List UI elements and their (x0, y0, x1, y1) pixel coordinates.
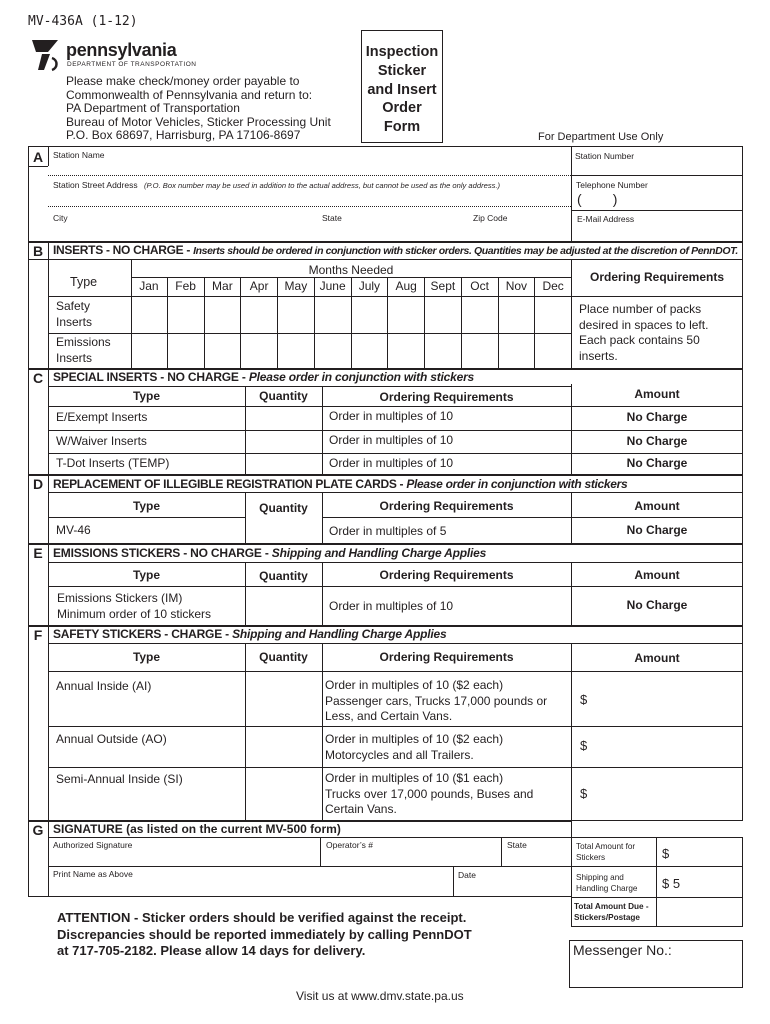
shipping-amount: $ 5 (662, 876, 681, 891)
agency-name: pennsylvania (66, 40, 177, 60)
signature-state-field[interactable]: State (507, 840, 527, 850)
month-label: Apr (249, 279, 269, 293)
quantity-input[interactable] (246, 768, 321, 820)
street-address-note: (P.O. Box number may be used in addition to the actual address, but cannot be used as the only address.) (143, 181, 501, 190)
emissions-qty-cell[interactable] (462, 333, 498, 370)
month-column (499, 277, 536, 369)
emissions-qty-cell[interactable] (388, 333, 424, 370)
emissions-qty-cell[interactable] (535, 333, 571, 370)
req-cell: Order in multiples of 10 (329, 456, 454, 470)
form-title-box (361, 30, 443, 143)
section-g-title: SIGNATURE (as listed on the current MV-500 form) (53, 822, 341, 836)
total-stickers-amount[interactable]: $ (662, 846, 670, 861)
label-line: Handling Charge (576, 884, 638, 893)
month-label: Dec (542, 279, 564, 293)
month-column (315, 277, 352, 369)
address-line: Please make check/money order payable to (66, 74, 300, 88)
state-field[interactable]: State (322, 213, 342, 223)
emissions-inserts-label (56, 335, 111, 366)
months-grid (131, 277, 571, 369)
type-cell (57, 591, 211, 622)
ordering-req-header: Ordering Requirements (379, 390, 514, 404)
month-column (425, 277, 462, 369)
safety-qty-cell[interactable] (352, 296, 388, 333)
shipping-label (576, 872, 637, 894)
month-column (278, 277, 315, 369)
req-line: desired in spaces to left. (579, 317, 709, 332)
section-note: Shipping and Handling Charge Applies (232, 627, 447, 641)
section-note: Inserts should be ordered in conjunction with sticker orders. Quantities may be adjusted at the discretion of PennDOT. (193, 245, 738, 257)
emissions-qty-cell[interactable] (278, 333, 314, 370)
street-address-label: Station Street Address (53, 180, 138, 190)
month-label: Mar (212, 279, 233, 293)
month-label: May (284, 279, 308, 293)
address-line: P.O. Box 68697, Harrisburg, PA 17106-8697 (66, 128, 301, 143)
safety-qty-cell[interactable] (425, 296, 461, 333)
type-cell: W/Waiver Inserts (56, 434, 147, 448)
total-due-label (574, 901, 649, 923)
section-note: Please order in conjunction with stickers (248, 370, 475, 384)
safety-qty-cell[interactable] (315, 296, 351, 333)
total-due-amount[interactable] (658, 899, 742, 926)
label-line: Shipping and (576, 873, 624, 882)
req-line: Trucks over 17,000 pounds, Buses and (325, 786, 534, 801)
title-line: Inspection (365, 44, 439, 60)
section-title: SPECIAL INSERTS - NO CHARGE - (53, 370, 246, 384)
safety-inserts-label (56, 299, 92, 330)
month-label: Aug (395, 279, 417, 293)
return-address (66, 75, 331, 143)
label-line: Stickers (576, 853, 606, 862)
type-cell: Annual Inside (AI) (56, 679, 152, 693)
total-stickers-label (576, 841, 635, 863)
safety-qty-cell[interactable] (388, 296, 424, 333)
month-label: Sept (430, 279, 456, 293)
safety-qty-cell[interactable] (241, 296, 277, 333)
emissions-qty-cell[interactable] (425, 333, 461, 370)
type-cell: MV-46 (56, 523, 91, 537)
type-cell: Semi-Annual Inside (SI) (56, 772, 183, 786)
amount-cell: No Charge (626, 598, 688, 612)
agency-department: DEPARTMENT OF TRANSPORTATION (67, 61, 197, 68)
address-line: Commonwealth of Pennsylvania and return to: (66, 87, 313, 102)
month-column (205, 277, 242, 369)
amount-header: Amount (634, 651, 680, 665)
month-label: Jan (139, 279, 159, 293)
quantity-header: Quantity (259, 389, 308, 403)
type-header: Type (70, 275, 98, 289)
amount-header: Amount (634, 568, 680, 582)
emissions-qty-cell[interactable] (205, 333, 241, 370)
section-letter: A (32, 149, 44, 165)
type-header: Type (132, 650, 161, 664)
safety-qty-cell[interactable] (168, 296, 204, 333)
safety-qty-cell[interactable] (131, 296, 167, 333)
req-cell: Order in multiples of 10 (329, 409, 454, 423)
safety-qty-cell[interactable] (535, 296, 571, 333)
label-line: Total Amount Due - (574, 902, 649, 911)
section-e-title (53, 546, 486, 560)
telephone-field[interactable]: Telephone Number (576, 180, 648, 190)
quantity-input[interactable] (246, 727, 321, 766)
section-c-title (53, 370, 474, 384)
operator-number-field[interactable]: Operator’s # (326, 840, 373, 850)
section-letter: B (32, 243, 44, 259)
req-line: Order in multiples of 10 ($1 each) (325, 771, 504, 785)
req-cell (325, 771, 533, 818)
type-header: Type (132, 568, 161, 582)
safety-qty-cell[interactable] (462, 296, 498, 333)
month-column (131, 277, 168, 369)
station-name-field[interactable]: Station Name (53, 150, 105, 160)
safety-qty-cell[interactable] (278, 296, 314, 333)
attention-line: at 717-705-2182. Please allow 14 days for delivery. (57, 943, 366, 958)
type-cell: E/Exempt Inserts (56, 410, 148, 424)
req-cell (325, 678, 547, 725)
city-field[interactable]: City (53, 213, 68, 223)
safety-qty-cell[interactable] (499, 296, 535, 333)
address-line: PA Department of Transportation (66, 101, 240, 116)
quantity-header: Quantity (259, 569, 308, 583)
type-header: Type (132, 389, 161, 403)
messenger-label: Messenger No.: (573, 942, 672, 958)
attention-line: ATTENTION - Sticker orders should be verified against the receipt. (57, 910, 467, 925)
req-line: inserts. (579, 348, 618, 363)
phone-area-code: ( ) (577, 191, 618, 207)
section-title: INSERTS - NO CHARGE - (53, 243, 191, 257)
address-line: Bureau of Motor Vehicles, Sticker Processing Unit (66, 114, 331, 129)
req-cell (325, 732, 503, 763)
safety-qty-cell[interactable] (205, 296, 241, 333)
title-line: Order (382, 100, 422, 117)
keystone-logo-icon (28, 38, 62, 72)
quantity-input[interactable] (246, 431, 321, 452)
quantity-header: Quantity (259, 650, 308, 664)
date-field[interactable]: Date (458, 870, 476, 880)
req-line: Passenger cars, Trucks 17,000 pounds or (325, 693, 548, 708)
req-cell: Order in multiples of 10 (329, 433, 454, 447)
req-line: Each pack contains 50 (579, 333, 700, 348)
req-line: Motorcycles and all Trailers. (325, 747, 474, 762)
quantity-input[interactable] (246, 454, 321, 474)
dept-use-label: For Department Use Only (538, 131, 664, 143)
req-cell: Order in multiples of 10 (329, 599, 454, 613)
form-id: MV-436A (1-12) (28, 14, 138, 29)
section-d-title (53, 477, 627, 491)
month-column (388, 277, 425, 369)
section-letter: G (32, 822, 44, 838)
authorized-signature-field[interactable]: Authorized Signature (53, 840, 133, 850)
month-column (352, 277, 389, 369)
month-label: June (319, 279, 346, 293)
amount-cell[interactable]: $ (580, 786, 588, 801)
months-needed-header: Months Needed (308, 263, 394, 277)
req-line: Certain Vans. (325, 802, 397, 816)
label-line: Stickers/Postage (574, 913, 640, 922)
emissions-qty-cell[interactable] (168, 333, 204, 370)
zip-field[interactable]: Zip Code (473, 213, 508, 223)
req-line: Place number of packs (579, 302, 702, 316)
email-field[interactable]: E-Mail Address (577, 214, 635, 224)
section-title: REPLACEMENT OF ILLEGIBLE REGISTRATION PLATE CARDS - (53, 477, 404, 491)
attention-line: Discrepancies should be reported immediately by calling PennDOT (57, 926, 472, 942)
req-line: Less, and Certain Vans. (325, 709, 453, 723)
month-column (241, 277, 278, 369)
amount-cell[interactable]: $ (580, 692, 588, 707)
emissions-qty-cell[interactable] (499, 333, 535, 370)
ordering-req-text (579, 302, 708, 364)
quantity-input[interactable] (246, 407, 321, 429)
req-cell: Order in multiples of 5 (329, 524, 447, 538)
section-title: EMISSIONS STICKERS - NO CHARGE - (53, 546, 269, 560)
month-label: July (358, 279, 381, 293)
messenger-box[interactable] (569, 940, 743, 988)
quantity-input[interactable] (246, 518, 321, 543)
print-name-field[interactable]: Print Name as Above (53, 869, 133, 879)
quantity-input[interactable] (246, 587, 321, 625)
footer-website: Visit us at www.dmv.state.pa.us (296, 989, 464, 1003)
month-label: Feb (175, 279, 196, 293)
quantity-header: Quantity (259, 501, 308, 515)
amount-header: Amount (634, 499, 680, 513)
title-line: Sticker (377, 62, 427, 79)
type-line: Minimum order of 10 stickers (57, 606, 212, 621)
amount-cell: No Charge (626, 410, 688, 424)
type-line: Inserts (56, 350, 93, 365)
section-letter: D (32, 476, 44, 492)
section-letter: E (33, 545, 43, 561)
section-title: SAFETY STICKERS - CHARGE - (53, 627, 229, 641)
type-line: Inserts (56, 314, 93, 329)
month-column (462, 277, 499, 369)
quantity-input[interactable] (246, 672, 321, 725)
section-a (28, 146, 743, 242)
ordering-req-header: Ordering Requirements (379, 650, 514, 664)
type-line: Emissions Stickers (IM) (57, 591, 183, 605)
section-b-title (53, 243, 738, 257)
month-label: Nov (505, 279, 528, 293)
section-letter: C (32, 370, 44, 386)
req-line: Order in multiples of 10 ($2 each) (325, 678, 504, 692)
section-letter: F (33, 627, 43, 643)
type-line: Emissions (56, 335, 111, 349)
section-note: Shipping and Handling Charge Applies (271, 546, 487, 560)
emissions-qty-cell[interactable] (131, 333, 167, 370)
req-line: Order in multiples of 10 ($2 each) (325, 732, 504, 746)
type-header: Type (132, 499, 161, 513)
attention-notice (57, 910, 472, 960)
month-label: Oct (470, 279, 489, 293)
emissions-qty-cell[interactable] (352, 333, 388, 370)
amount-cell: No Charge (626, 523, 688, 537)
title-line: Form (383, 119, 421, 136)
ordering-req-header: Ordering Requirements (379, 568, 514, 582)
emissions-qty-cell[interactable] (315, 333, 351, 370)
type-cell: Annual Outside (AO) (56, 732, 167, 746)
section-f-title (53, 627, 446, 641)
month-column (168, 277, 205, 369)
amount-cell[interactable]: $ (580, 738, 588, 753)
emissions-qty-cell[interactable] (241, 333, 277, 370)
type-line: Safety (56, 299, 91, 313)
type-cell: T-Dot Inserts (TEMP) (56, 456, 170, 470)
ordering-req-header: Ordering Requirements (379, 499, 514, 513)
title-line: and Insert (367, 81, 437, 98)
street-address-field[interactable] (53, 180, 500, 190)
station-number-field[interactable]: Station Number (575, 151, 635, 161)
amount-cell: No Charge (626, 456, 688, 470)
month-column (535, 277, 571, 369)
label-line: Total Amount for (576, 842, 636, 851)
ordering-req-header: Ordering Requirements (589, 270, 725, 284)
section-note: Please order in conjunction with stickers (406, 477, 628, 491)
amount-header: Amount (634, 387, 680, 401)
amount-cell: No Charge (626, 434, 688, 448)
